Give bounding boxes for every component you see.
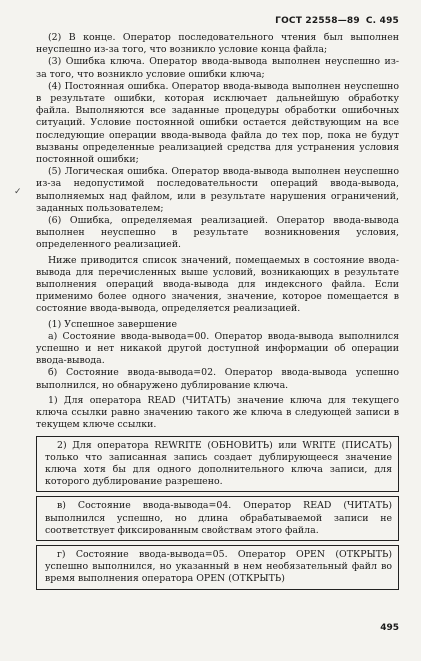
- header-page-number: С. 495: [365, 16, 399, 26]
- paragraph-status-02: б) Состояние ввода-вывода=02. Оператор ввода-вывода успешно выполнился, но обнаружено дублирование ключа.: [36, 367, 399, 391]
- paragraph-implementation-error: (6) Ошибка, определяемая реализацией. Оператор ввода-вывода выполнен неуспешно в результате возникновения условия, определенного реализацией.: [36, 215, 399, 251]
- boxed-status-05: [36, 545, 399, 590]
- paragraph-key-error: (3) Ошибка ключа. Оператор ввода-вывода выполнен неуспешно из-за того, что возникло условие ошибки ключа;: [36, 56, 399, 80]
- paragraph-read-duplicate: 1) Для оператора READ (ЧИТАТЬ) значение ключа для текущего ключа ссылки равно значению такого же ключа в следующей записи в текущем ключе ссылки.: [36, 394, 399, 431]
- paragraph-logic-error: (5) Логическая ошибка. Оператор ввода-вывода выполнен неуспешно из-за недопустимой последовательности операций ввода-вывода, выполняемых над файлом, или в результате нарушения ограничений, заданных пользователем;: [36, 166, 399, 214]
- boxed-status-04: [36, 496, 399, 541]
- paragraph-end-condition: (2) В конце. Оператор последовательного чтения был выполнен неуспешно из-за того, что возникло условие конца файла;: [36, 32, 399, 56]
- standard-number: ГОСТ 22558—89: [275, 16, 360, 26]
- margin-check-mark: ✓: [14, 187, 22, 197]
- page-header: [36, 16, 399, 26]
- paragraph-status-05: г) Состояние ввода-вывода=05. Оператор OPEN (ОТКРЫТЬ) успешно выполнился, но указанный в нем необязательный файл во время выполнения оператора OPEN (ОТКРЫТЬ): [45, 548, 392, 585]
- page-number-footer: 495: [380, 623, 399, 633]
- paragraph-status-04: в) Состояние ввода-вывода=04. Оператор READ (ЧИТАТЬ) выполнился успешно, но длина обрабатываемой записи не соответствует фиксированным свойствам этого файла.: [45, 500, 392, 536]
- boxed-rewrite-write: [36, 436, 399, 493]
- paragraph-rewrite-write: 2) Для оператора REWRITE (ОБНОВИТЬ) или WRITE (ПИСАТЬ) только что записанная запись создает дублирующееся значение ключа хотя бы для одного дополнительного ключа записи, для которого дублирование разрешено.: [45, 439, 392, 488]
- paragraph-successful-completion: (1) Успешное завершение: [48, 318, 178, 330]
- paragraph-status-00: а) Состояние ввода-вывода=00. Оператор ввода-вывода выполнился успешно и нет никакой другой доступной информации об операции ввода-вывода.: [36, 330, 399, 367]
- paragraph-status-intro: Ниже приводится список значений, помещаемых в состояние ввода-вывода для перечисленных выше условий, возникающих в результате выполнения операций ввода-вывода для индексного файла. Если применимо более одного значения, значение, которое помещается в состояние ввода-вывода, определяется реализацией.: [36, 254, 399, 315]
- paragraph-permanent-error: (4) Постоянная ошибка. Оператор ввода-вывода выполнен неуспешно в результате ошибки, которая исключает дальнейшую обработку файла. Выполняются все заданные процедуры обработки ошибочных ситуаций. Условие постоянной ошибки остается действующим на все последующие операции ввода-вывода файла до тех пор, пока не будут вызваны определенные реализацией средства для устранения условия постоянной ошибки;: [36, 80, 399, 166]
